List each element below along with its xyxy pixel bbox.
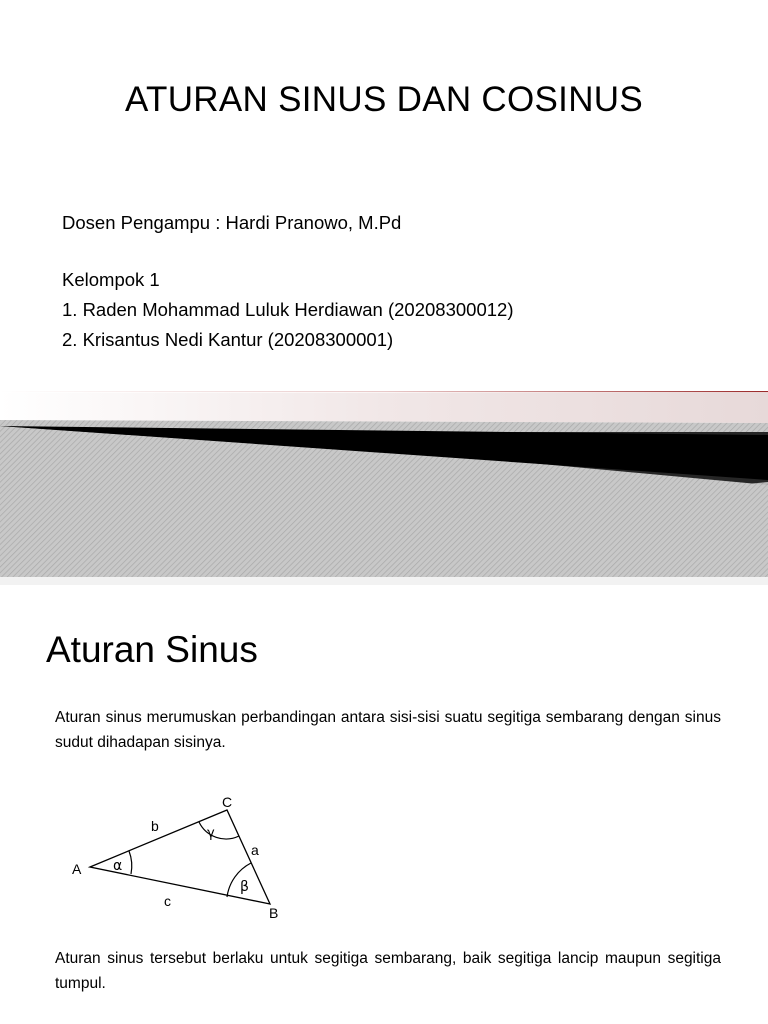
angle-beta-label: β: [240, 879, 249, 895]
side-a-label: a: [251, 842, 259, 858]
slide-title: ATURAN SINUS DAN COSINUS: [125, 80, 643, 119]
paragraph-note: Aturan sinus tersebut berlaku untuk segitiga sembarang, baik segitiga lancip maupun segitiga tumpul.: [55, 950, 721, 992]
vertex-a-label: A: [72, 861, 82, 877]
decorative-band: [0, 380, 768, 577]
triangle-diagram: [60, 785, 300, 925]
group-label: Kelompok 1: [62, 269, 160, 290]
paragraph-intro: Aturan sinus merumuskan perbandingan antara sisi-sisi suatu segitiga sembarang dengan sinus sudut dihadapan sisinya.: [55, 709, 721, 751]
member-item: 2. Krisantus Nedi Kantur (20208300001): [62, 329, 394, 350]
angle-alpha-label: α: [113, 858, 123, 874]
angle-alpha-arc: [129, 851, 132, 874]
angle-gamma-label: γ: [207, 826, 215, 841]
side-b-label: b: [151, 818, 159, 834]
vertex-c-label: C: [222, 794, 233, 810]
lecturer-text: Dosen Pengampu : Hardi Pranowo, M.Pd: [62, 212, 402, 233]
vertex-b-label: B: [269, 905, 279, 921]
slide-heading: Aturan Sinus: [46, 629, 258, 670]
member-item: 1. Raden Mohammad Luluk Herdiawan (20208300012): [62, 299, 514, 320]
content-slide: [0, 585, 768, 1024]
slide-separator: [0, 577, 768, 585]
side-c-label: c: [164, 893, 171, 909]
